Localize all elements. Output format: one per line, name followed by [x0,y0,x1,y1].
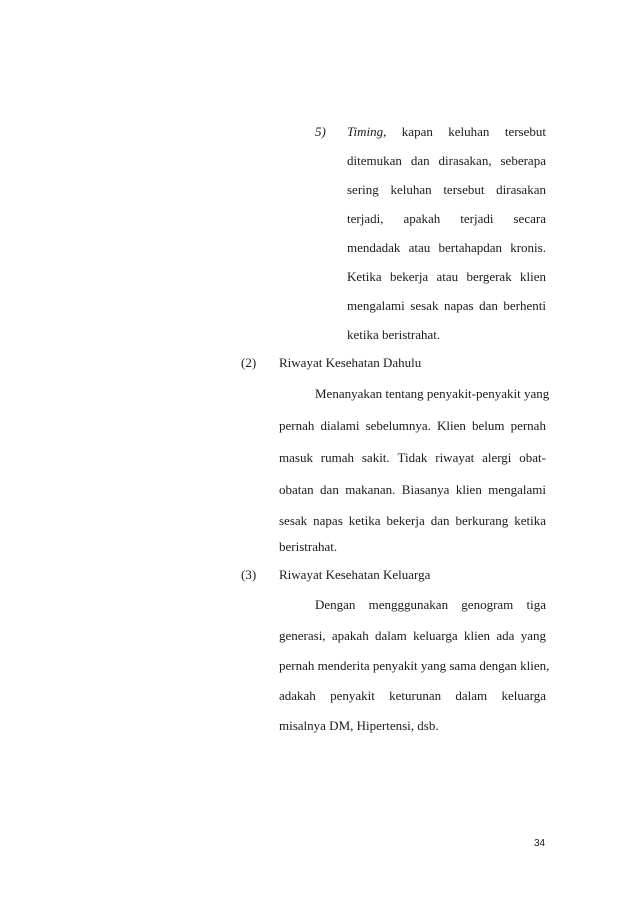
item-5-word: bekerja [389,269,429,284]
section-2-word: belum [471,418,505,433]
section-3-word: keturunan [389,688,442,703]
item-5-line-4 [347,211,546,227]
item-5-line-8 [347,327,440,343]
item-5-word: dan [410,153,430,168]
section-2-word: rumah [320,450,355,465]
section-2-word: dan [320,482,339,497]
item-5-word: berhenti [503,298,546,313]
item-5-line-3 [347,182,546,198]
section-2-word: sesak [279,513,308,528]
section-2-word: masuk [279,450,313,465]
section-3-word: dalam [375,628,407,643]
item-5-word: tersebut [504,124,546,139]
section-3-word: tiga [526,597,546,612]
section-2-word: pernah [279,418,315,433]
section-2-word: napas [313,513,343,528]
section-3-word: genogram [461,597,514,612]
section-2-word: klien [455,482,482,497]
section-2-line-4 [279,513,546,529]
section-3-word: dalam [455,688,488,703]
section-3-word: adakah [279,688,316,703]
page-number: 34 [534,838,546,849]
section-2-word: makanan. [345,482,396,497]
section-3-marker: (3) [241,567,257,582]
item-5-line-1 [347,124,546,140]
section-2-word: obat- [519,450,546,465]
section-3-word: pernah menderita penyakit yang sama dengan klien, [279,658,550,673]
section-3-word: ada [496,628,515,643]
section-2-word: dan [430,513,450,528]
section-2-word: Biasanya [401,482,450,497]
section-2-line-2 [279,450,546,466]
section-3-word: Dengan [315,597,356,612]
item-5-word: kapan [401,124,433,139]
section-3-word: misalnya DM, Hipertensi, dsb. [279,718,439,733]
item-5-word: apakah [403,211,441,226]
item-5-line-6 [347,269,546,285]
item-5-line-2 [347,153,546,169]
item-5-word: ditemukan [347,153,402,168]
section-3-word: mengggunakan [368,597,449,612]
item-5-word: sesak [410,298,439,313]
item-5-word: seberapa [500,153,546,168]
section-3-first-line [315,597,546,613]
item-5-word: Ketika [347,269,382,284]
section-2-word: ketika [514,513,546,528]
section-3-line-3 [279,688,546,704]
section-3-word: yang [520,628,546,643]
section-2-word: beristrahat. [279,539,338,554]
section-2-word: ketika [348,513,381,528]
section-3-word: keluarga [501,688,546,703]
item-5-word: tersebut [443,182,485,197]
section-2-word: bekerja [386,513,425,528]
section-2-word: sebelumnya. [365,418,431,433]
section-2-heading: Riwayat Kesehatan Dahulu [279,355,422,370]
item-5-word: mengalami [347,298,405,313]
section-3-line-4 [279,718,439,734]
section-3-line-2 [279,658,549,674]
section-2-word: berkurang [455,513,509,528]
section-3-word: klien [463,628,490,643]
item-5-word: bertahapdan [438,240,503,255]
item-5-word: dan [479,298,498,313]
item-5-word: keluhan [448,124,490,139]
section-2-word: pernah [510,418,546,433]
section-2-word: sakit. [361,450,390,465]
item-5-word: ketika beristrahat. [347,327,441,342]
item-5-word: keluhan [390,182,432,197]
item-5-word: atau [436,269,459,284]
item-5-word: atau [408,240,431,255]
section-3-line-1 [279,628,546,644]
item-5-word: terjadi [460,211,494,226]
section-2-word: Klien [437,418,466,433]
section-2-line-1 [279,418,546,434]
item-5-word: bergerak [466,269,512,284]
section-2-word: dialami [320,418,360,433]
section-2-word: mengalami [488,482,546,497]
item-5-line-5 [347,240,546,256]
item-5-marker: 5) [315,124,326,139]
section-2-word: alergi [482,450,512,465]
item-5-word: dirasakan, [438,153,492,168]
item-5-word: klien [520,269,546,284]
item-5-word: Timing, [347,124,387,139]
section-2-word: Tidak [397,450,428,465]
section-2-word: obatan [279,482,314,497]
item-5-word: terjadi, [347,211,384,226]
section-3-word: keluarga [413,628,458,643]
section-3-heading: Riwayat Kesehatan Keluarga [279,567,431,582]
item-5-word: secara [513,211,546,226]
item-5-word: sering [347,182,379,197]
section-2-marker: (2) [241,355,257,370]
section-3-word: generasi, [279,628,326,643]
section-2-line-5 [279,539,337,555]
section-2-line-3 [279,482,546,498]
item-5-word: napas [443,298,474,313]
item-5-word: mendadak [347,240,401,255]
section-2-word: riwayat [435,450,475,465]
section-3-word: penyakit [330,688,375,703]
section-3-word: apakah [331,628,369,643]
item-5-word: dirasakan [496,182,546,197]
item-5-word: kronis. [510,240,546,255]
section-2-first-line: Menanyakan tentang penyakit-penyakit yang [315,386,550,401]
item-5-line-7 [347,298,546,314]
